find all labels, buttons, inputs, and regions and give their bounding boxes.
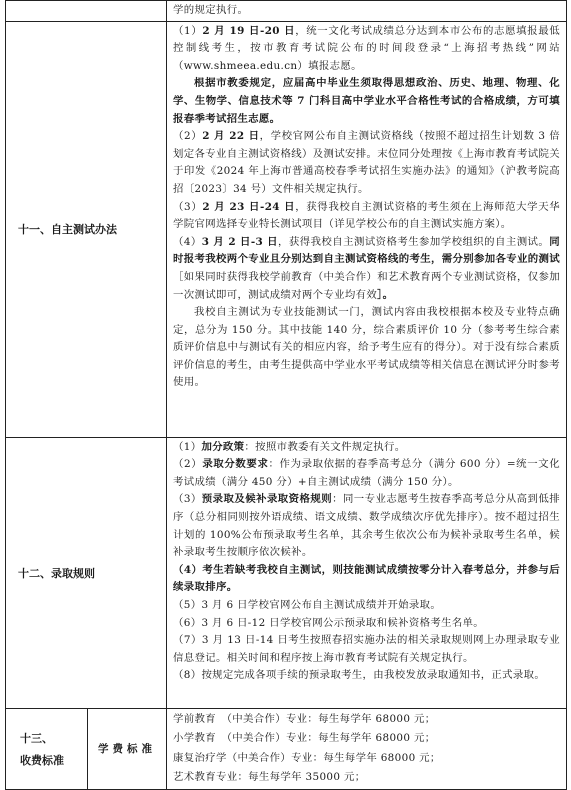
paragraph	[173, 439, 560, 457]
paragraph	[173, 562, 560, 597]
paragraph	[173, 128, 560, 198]
text-run: ：按照市教委有关文件规定执行。	[244, 440, 406, 453]
section-12-label: 十二、录取规则	[6, 437, 167, 708]
paragraph	[173, 597, 560, 615]
paragraph	[173, 456, 560, 491]
section-13-label	[6, 708, 88, 789]
text-run: （1）	[173, 440, 202, 453]
paragraph	[173, 491, 560, 561]
bold-text-run: 根据市教委规定，应届高中毕业生须取得思想政治、历史、地理、物理、化学、生物学、信息技术等 7 门科目高中学业水平合格性考试的合格成绩，方可填报春季考试招生志愿。	[173, 77, 560, 125]
bold-text-run: 2 月 22 日	[202, 130, 260, 143]
section-11-label: 十一、自主测试办法	[6, 21, 167, 437]
text-run: （5）3 月 6 日学校官网公布自主测试成绩并开始录取。	[173, 598, 442, 611]
text-run: （2）	[173, 130, 203, 143]
paragraph	[173, 199, 560, 234]
paragraph	[173, 75, 560, 128]
section-11-row	[6, 21, 567, 437]
tuition-fee-line: 艺术教育专业：每生每学年 35000 元；	[173, 771, 366, 784]
paragraph	[173, 632, 560, 667]
section-12-content	[167, 437, 567, 708]
text-run: （4）	[173, 235, 202, 248]
paragraph	[173, 667, 560, 685]
empty-label-cell	[6, 1, 167, 22]
text-run: ，获得我校自主测试资格的考生须在上海师范大学天华学院官网选择专业特长测试项目（详见学校公布的自主测试实施方案）。	[173, 200, 561, 231]
text-run: （6）3 月 6 日-12 日学校官网公示预录取和候补资格考生名单。	[173, 616, 485, 629]
text-run: （1）	[173, 24, 203, 37]
section-13-label-number: 十三、	[20, 731, 53, 745]
text-run: （3）	[173, 493, 202, 506]
text-run: ：同一专业志愿考生按春季高考总分从高到低排序（总分相同则按外语成绩、语文成绩、数学成绩次序优先排序）。按不超过招生计划的 100%公布预录取考生名单，其余考生依次公布为候补录取考生名单，候补录取考生按顺序依次候补。	[173, 493, 560, 559]
tuition-fee-line: 康复治疗学（中美合作）专业：每生每学年 68000 元；	[173, 751, 441, 764]
bold-text-run: （4）考生若缺考我校自主测试，则技能测试成绩按零分计入春考总分，并参与后续录取排序。	[173, 563, 560, 594]
bold-text-run: 录取分数要求	[202, 458, 269, 471]
section-12-row	[6, 437, 567, 708]
tuition-sublabel: 学费标准	[88, 708, 167, 789]
bold-text-run: 3 月 2 日-3 日	[201, 235, 279, 248]
text-run: （3）	[173, 200, 203, 213]
text-run: ，学校官网公布自主测试资格线（按照不超过招生计划数 3 倍划定各专业自主测试资格线）及测试安排。末位同分处理按《上海市教育考试院关于印发《2024 年上海市普通高校春季考试招生实施办法》的通知》（沪教考院高招〔2023〕34 号）文件相关规定执行。	[173, 130, 561, 195]
tuition-fee-line: 学前教育 （中美合作）专业：每生每学年 68000 元；	[173, 712, 436, 725]
bold-text-run: 2 月 19 日-20 日	[202, 24, 296, 37]
text-run: ，统一文化考试成绩总分达到本市公布的志愿填报最低控制线考生，按市教育考试院公布的时间段登录“上海招考热线”网站（www.shmeea.edu.cn）填报志愿。	[173, 24, 561, 72]
text-run: 我校自主测试为专业技能测试一门，测试内容由我校根据本校及专业特点确定，总分为 150 分。其中技能 140 分，综合素质评价 10 分（参考考生综合素质评价信息中与测试有关的相应内容，给予考生应有的得分）。对于没有综合素质评价信息的考生，由考生提供高中学业水平考试成绩等相关信息在测试评分时参考使用。	[173, 306, 560, 389]
section-11-content	[167, 21, 567, 437]
text-run: ，获得我校自主测试资格考生参加学校组织的自主测试。	[278, 235, 550, 248]
tuition-list	[167, 708, 567, 789]
bold-text-run: 预录取及候补录取资格规则	[201, 493, 333, 506]
bold-text-run: 同时报考我校两个专业且分别达到自主测试资格线的考生，需分别参加各专业的测试	[173, 235, 560, 266]
text-run: （8）按规定完成各项手续的预录取考生，由我校发放录取通知书，正式录取。	[173, 669, 546, 682]
continuation-row	[6, 1, 567, 22]
text-run: ：作为录取依据的春季高考总分（满分 600 分）=统一文化考试成绩（满分 450 分）+自主测试成绩（满分 150 分）。	[173, 458, 560, 488]
tuition-fee-line: 小学教育 （中美合作）专业：每生每学年 68000 元；	[173, 732, 436, 745]
paragraph	[173, 234, 560, 304]
continuation-text: 学的规定执行。	[173, 4, 249, 16]
section-13-label-title: 收费标准	[20, 753, 64, 767]
admission-rules-table	[5, 0, 567, 790]
continuation-cell	[167, 1, 567, 22]
bold-text-run: 2 月 23 日-24 日	[202, 200, 296, 213]
text-run: （2）	[173, 458, 203, 471]
bold-text-run: ］。	[377, 288, 394, 301]
text-run: （7）3 月 13 日-14 日考生按照春招实施办法的相关录取规则网上办理录取专业信息登记。相关时间和程序按上海市教育考试院有关规定执行。	[173, 634, 560, 664]
text-run: ［如果同时获得我校学前教育（中美合作）和艺术教育两个专业测试资格，仅参加一次测试即可，测试成绩对两个专业均有效	[173, 270, 560, 301]
section-13-row	[6, 708, 567, 789]
paragraph	[173, 615, 560, 633]
bold-text-run: 加分政策	[201, 440, 245, 453]
paragraph	[173, 23, 560, 76]
paragraph	[173, 304, 560, 392]
